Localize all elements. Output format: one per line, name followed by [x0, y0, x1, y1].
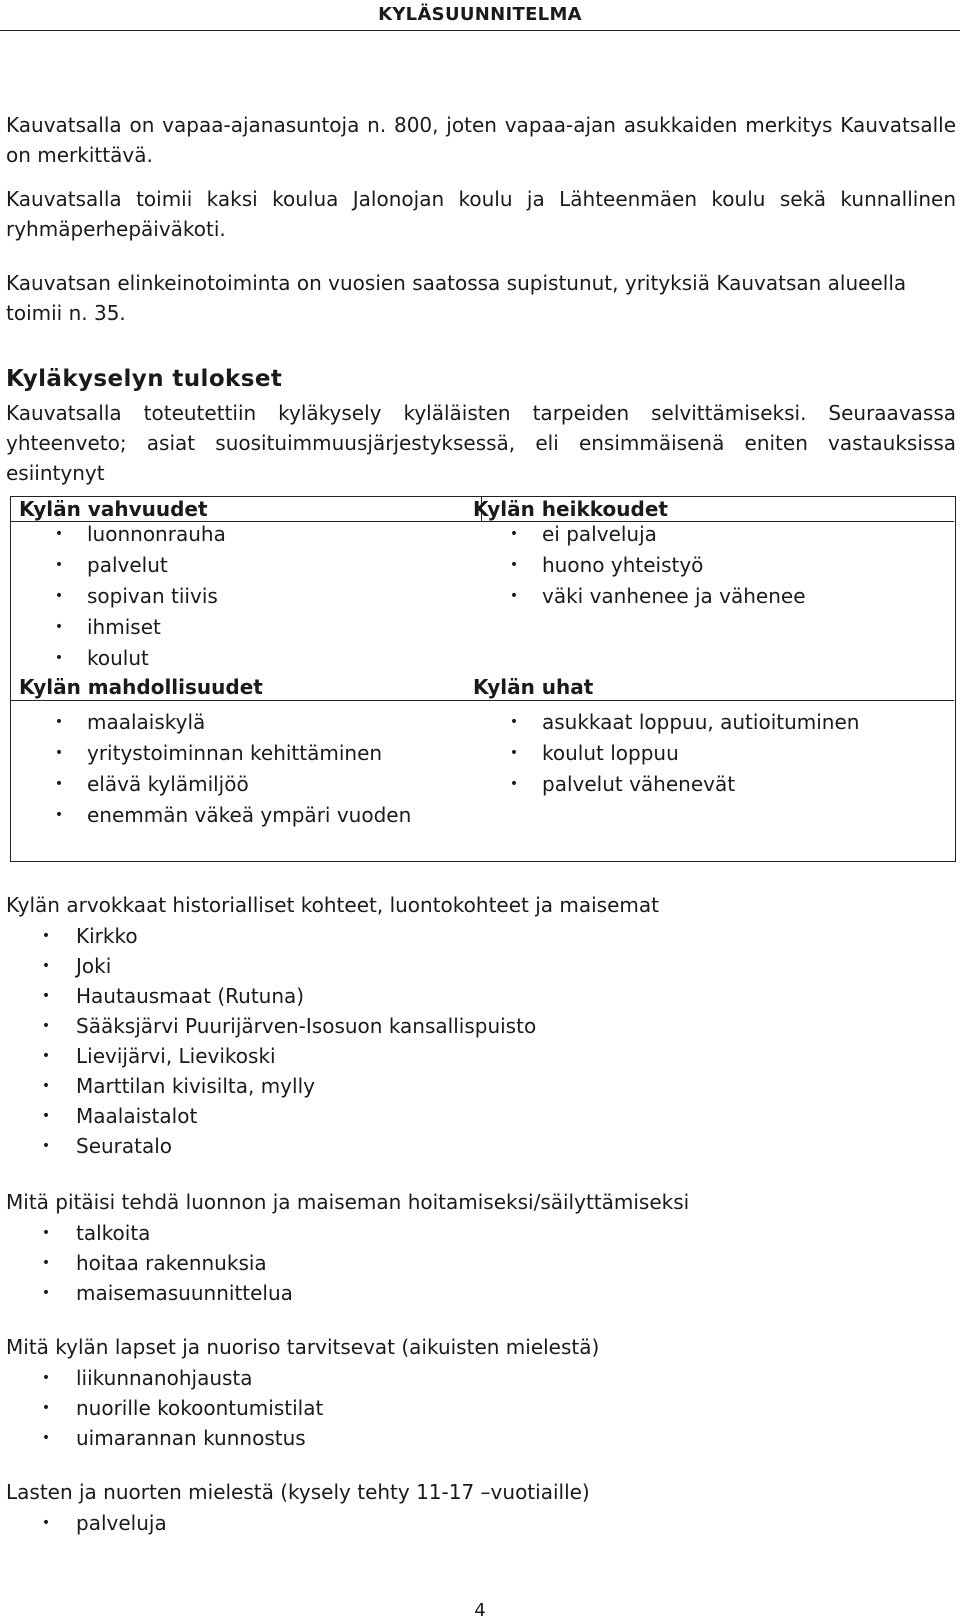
page-number: 4: [474, 1600, 486, 1621]
list-item: • koulut: [11, 643, 226, 674]
list-item: • liikunnanohjausta: [6, 1363, 323, 1393]
list-item: • enemmän väkeä ympäri vuoden: [11, 800, 411, 831]
list-item: • koulut loppuu: [466, 738, 859, 769]
bullet-icon: •: [54, 526, 64, 542]
bullet-icon: •: [41, 988, 51, 1004]
swot-opportunities-title: Kylän mahdollisuudet: [19, 675, 263, 699]
list-item: • huono yhteistyö: [466, 550, 806, 581]
list-item: • uimarannan kunnostus: [6, 1423, 323, 1453]
swot-threats-list: [466, 707, 859, 800]
bullet-icon: •: [54, 776, 64, 792]
bullet-icon: •: [41, 1108, 51, 1124]
bullet-icon: •: [509, 588, 519, 604]
bullet-icon: •: [509, 557, 519, 573]
list-item: • maalaiskylä: [11, 707, 411, 738]
swot-threats-title: Kylän uhat: [473, 675, 594, 699]
list-item: • väki vanhenee ja vähenee: [466, 581, 806, 612]
bullet-icon: •: [41, 1018, 51, 1034]
swot-opportunities-list: [11, 707, 411, 831]
paragraph-schools: Kauvatsalla toimii kaksi koulua Jalonojan koulu ja Lähteenmäen koulu sekä kunnallinen ryhmäperhepäiväkoti.: [6, 187, 956, 241]
header-title: KYLÄSUUNNITELMA: [378, 4, 582, 25]
section-title: Kyläkyselyn tulokset: [6, 366, 283, 392]
list-item: • Hautausmaat (Rutuna): [6, 981, 536, 1011]
maintenance-list: [6, 1218, 293, 1308]
list-item: • palvelut vähenevät: [466, 769, 859, 800]
list-item: • ei palveluja: [466, 519, 806, 550]
bullet-icon: •: [41, 1285, 51, 1301]
list-item: • Seuratalo: [6, 1131, 536, 1161]
bullet-icon: •: [41, 1225, 51, 1241]
bullet-icon: •: [54, 557, 64, 573]
youth-adults-title: Mitä kylän lapset ja nuoriso tarvitsevat (aikuisten mielestä): [6, 1335, 600, 1359]
list-item: • yritystoiminnan kehittäminen: [11, 738, 411, 769]
bullet-icon: •: [41, 1048, 51, 1064]
bullet-icon: •: [509, 714, 519, 730]
bullet-icon: •: [41, 928, 51, 944]
header-rule: [0, 30, 960, 31]
bullet-icon: •: [54, 714, 64, 730]
bullet-icon: •: [509, 745, 519, 761]
paragraph-vacation-homes: Kauvatsalla on vapaa-ajanasuntoja n. 800, joten vapaa-ajan asukkaiden merkitys Kauvatsalle on merkittävä.: [6, 113, 956, 167]
bullet-icon: •: [41, 1400, 51, 1416]
bullet-icon: •: [41, 1078, 51, 1094]
bullet-icon: •: [41, 1255, 51, 1271]
bullet-icon: •: [54, 807, 64, 823]
youth-own-title: Lasten ja nuorten mielestä (kysely tehty 11-17 –vuotiaille): [6, 1480, 590, 1504]
list-item: • Lievijärvi, Lievikoski: [6, 1041, 536, 1071]
list-item: • asukkaat loppuu, autioituminen: [466, 707, 859, 738]
heritage-title: Kylän arvokkaat historialliset kohteet, luontokohteet ja maisemat: [6, 893, 659, 917]
list-item: • Sääksjärvi Puurijärven-Isosuon kansallispuisto: [6, 1011, 536, 1041]
swot-strengths-title: Kylän vahvuudet: [19, 497, 208, 521]
bullet-icon: •: [41, 1138, 51, 1154]
list-item: • Kirkko: [6, 921, 536, 951]
bullet-icon: •: [41, 1430, 51, 1446]
list-item: • Marttilan kivisilta, mylly: [6, 1071, 536, 1101]
list-item: • palvelut: [11, 550, 226, 581]
swot-strengths-list: [11, 519, 226, 674]
bullet-icon: •: [41, 958, 51, 974]
paragraph-business: Kauvatsan elinkeinotoiminta on vuosien saatossa supistunut, yrityksiä Kauvatsan alueella toimii n. 35.: [6, 271, 907, 325]
bullet-icon: •: [54, 619, 64, 635]
list-item: • elävä kylämiljöö: [11, 769, 411, 800]
bullet-icon: •: [54, 650, 64, 666]
swot-weaknesses-list: [466, 519, 806, 612]
youth-adults-list: [6, 1363, 323, 1453]
list-item: • nuorille kokoontumistilat: [6, 1393, 323, 1423]
bullet-icon: •: [509, 776, 519, 792]
bullet-icon: •: [41, 1515, 51, 1531]
swot-table: [10, 496, 956, 862]
list-item: • maisemasuunnittelua: [6, 1278, 293, 1308]
list-item: • Joki: [6, 951, 536, 981]
bullet-icon: •: [54, 588, 64, 604]
list-item: • palveluja: [6, 1508, 167, 1538]
list-item: • luonnonrauha: [11, 519, 226, 550]
bullet-icon: •: [54, 745, 64, 761]
list-item: • sopivan tiivis: [11, 581, 226, 612]
swot-middle-rule: [11, 700, 954, 701]
list-item: • ihmiset: [11, 612, 226, 643]
section-intro: Kauvatsalla toteutettiin kyläkysely kyläläisten tarpeiden selvittämiseksi. Seuraavassa yhteenveto; asiat suosituimmuusjärjestyksessä, eli ensimmäisenä eniten vastauksissa esiintynyt: [6, 401, 956, 485]
list-item: • Maalaistalot: [6, 1101, 536, 1131]
bullet-icon: •: [41, 1370, 51, 1386]
heritage-list: [6, 921, 536, 1161]
maintenance-title: Mitä pitäisi tehdä luonnon ja maiseman hoitamiseksi/säilyttämiseksi: [6, 1190, 690, 1214]
list-item: • talkoita: [6, 1218, 293, 1248]
list-item: • hoitaa rakennuksia: [6, 1248, 293, 1278]
bullet-icon: •: [509, 526, 519, 542]
youth-own-list: [6, 1508, 167, 1538]
swot-weaknesses-title: Kylän heikkoudet: [473, 497, 668, 521]
